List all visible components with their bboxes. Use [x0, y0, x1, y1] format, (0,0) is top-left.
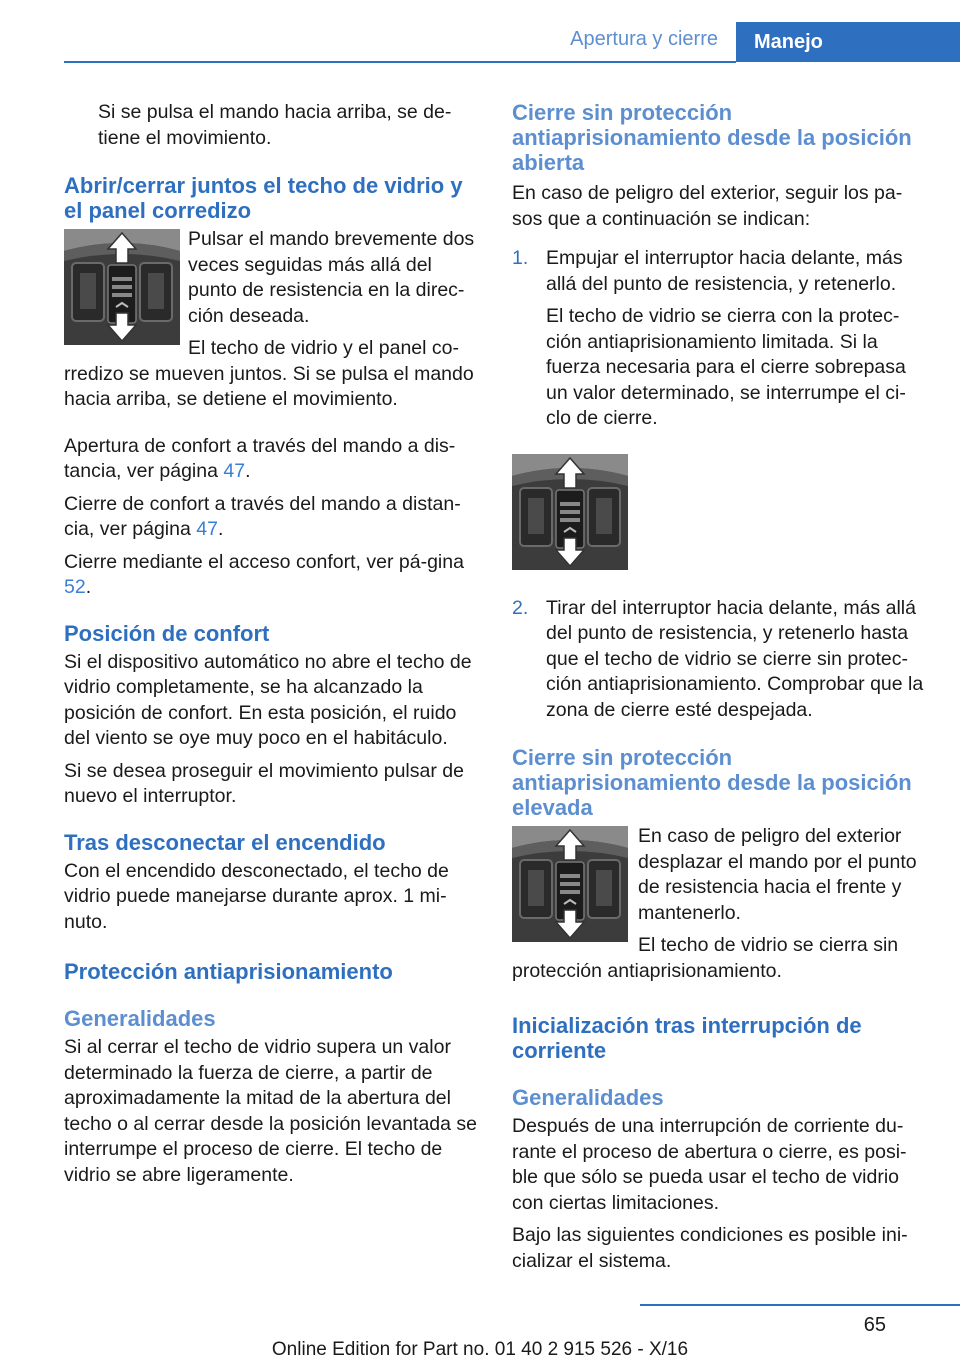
roof-switch-image [64, 229, 180, 345]
paragraph-generalidades-left: Si al cerrar el techo de vidrio supera un valor determinado la fuerza de cierre, a partir de aproximadamente la mitad de la abertura del techo o al cerrar desde la posición levantada se interrumpe el proceso de cierre. El techo de vidrio se abre ligeramente. [64, 1036, 478, 1186]
footer-rule [640, 1304, 960, 1306]
heading-cierre-abierta: Cierre sin protección antiaprisionamiento desde la posición abierta [512, 100, 912, 175]
paragraph-elevada: En caso de peligro del exterior desplazar el mando por el punto de resistencia hacia el frente y mantenerlo. [638, 825, 917, 924]
right-column [512, 100, 924, 1281]
edition-footer: Online Edition for Part no. 01 40 2 915 526 - X/16 [271, 1339, 689, 1360]
list-item-text: Empujar el interruptor hacia delante, más allá del punto de resistencia, y retenerlo. [546, 247, 903, 295]
page-link-47b[interactable]: 47 [196, 518, 218, 540]
left-column [64, 100, 480, 1195]
section-elevada [512, 824, 924, 991]
roof-switch-image [512, 454, 628, 570]
header-section-title: Apertura y cierre [570, 28, 718, 50]
paragraph-despues: Después de una interrupción de corriente du-rante el proceso de abertura o cierre, es posi-ble que sólo se pueda usar el techo de vidrio con ciertas limitaciones. [512, 1115, 907, 1214]
heading-generalidades-left: Generalidades [64, 1006, 216, 1031]
paragraph-posicion: Si el dispositivo automático no abre el techo de vidrio completamente, se ha alcanzado la posición de confort. En esta posición, el ruido del viento se oye muy poco en el habitáculo. [64, 650, 472, 749]
page-header [0, 22, 960, 62]
paragraph-pulsar: Pulsar el mando brevemente dos veces seguidas más allá del punto de resistencia en la direc-ción deseada. [188, 228, 475, 327]
steps-list [512, 246, 924, 432]
paragraph-peligro: En caso de peligro del exterior, seguir los pa-sos que a continuación se indican: [512, 182, 903, 230]
paragraph-acceso-confort: Cierre mediante el acceso confort, ver pá-gina 52. [64, 550, 464, 598]
heading-proteccion: Protección antiaprisionamiento [64, 959, 393, 984]
list-number: 2. [512, 596, 529, 619]
heading-posicion-confort: Posición de confort [64, 620, 270, 646]
list-item [512, 596, 924, 724]
list-item-subtext: El techo de vidrio se cierra con la protec-ción antiaprisionamiento limitada. Si la fuerza necesaria para el cierre sobrepasa un valor determinado, se interrumpe el ci-clo de cierre. [546, 305, 906, 429]
list-item [512, 246, 924, 432]
paragraph-elevada-2: El techo de vidrio se cierra sin protección antiaprisionamiento. [512, 934, 899, 982]
list-item-text: Tirar del interruptor hacia delante, más allá del punto de resistencia, y retenerlo hasta que el techo de vidrio se cierre sin protec-ción antiaprisionamiento. Comprobar que la zona de cierre esté despejada. [546, 596, 924, 721]
page-number: 65 [863, 1314, 886, 1336]
page-link-47[interactable]: 47 [223, 460, 246, 482]
heading-generalidades-right: Generalidades [512, 1085, 664, 1110]
steps-list-continued [512, 596, 924, 724]
header-chapter-tab[interactable]: Manejo [736, 22, 960, 62]
header-rule [64, 61, 736, 63]
paragraph-tras: Con el encendido desconectado, el techo de vidrio puede manejarse durante aprox. 1 mi-nuto. [64, 859, 449, 933]
list-number: 1. [512, 247, 529, 269]
paragraph-cierre-confort: Cierre de confort a través del mando a distan-cia, ver página 47. [64, 492, 461, 540]
intro-paragraph: Si se pulsa el mando hacia arriba, se de- tiene el movimiento. [98, 101, 452, 149]
page-link-52[interactable]: 52 [64, 576, 86, 598]
heading-inicializacion: Inicialización tras interrupción de corriente [512, 1013, 862, 1063]
heading-abrir-cerrar: Abrir/cerrar juntos el techo de vidrio y el panel corredizo [64, 173, 463, 223]
paragraph-apertura-confort: Apertura de confort a través del mando a dis-tancia, ver página 47. [64, 434, 456, 482]
paragraph-techo-juntos: El techo de vidrio y el panel co-rredizo se mueven juntos. Si se pulsa el mando hacia arriba, se detiene el movimiento. [64, 337, 474, 410]
heading-tras-desconectar: Tras desconectar el encendido [64, 829, 386, 855]
paragraph-proseguir: Si se desea proseguir el movimiento pulsar de nuevo el interruptor. [64, 759, 464, 807]
paragraph-bajo: Bajo las siguientes condiciones es posible ini-cializar el sistema. [512, 1224, 908, 1272]
section-abrir-cerrar [64, 227, 480, 420]
heading-cierre-elevada: Cierre sin protección antiaprisionamiento desde la posición elevada [512, 745, 912, 820]
roof-switch-image [512, 826, 628, 942]
